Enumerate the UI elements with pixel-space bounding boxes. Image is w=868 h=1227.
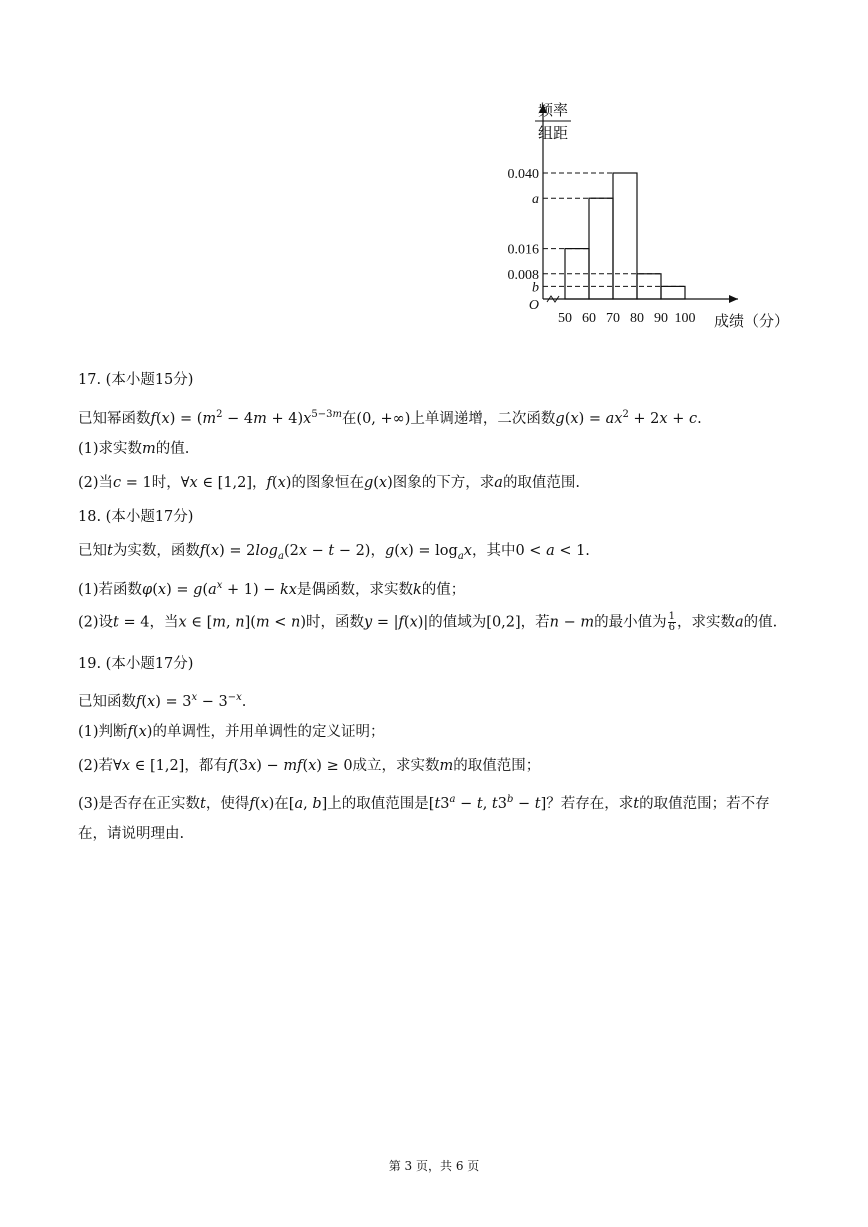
q17-part2: (2)当c = 1时，∀x ∈ [1,2]，f(x)的图象恒在g(x)图象的下方，求a的取值范围. xyxy=(78,475,581,491)
y-axis-label-bottom: 组距 xyxy=(537,126,569,142)
q19-part3: (3)是否存在正实数t，使得f(x)在[a, b]上的取值范围是[$t3^a - t$, $t3^b - t$]？若存在，求t的取值范围；若不存 xyxy=(78,794,770,812)
frequency-histogram xyxy=(480,95,810,340)
x-axis-arrow xyxy=(729,295,738,303)
y-tick-label: 0.008 xyxy=(507,267,539,283)
q17-header: 17. (本小题15分) xyxy=(78,372,194,388)
x-tick-label: 60 xyxy=(582,311,596,326)
y-tick-label: 0.016 xyxy=(507,242,539,258)
q18-part2: (2)设t = 4，当x ∈ [m, n](m < n)时，函数y = |f(x)|的值域为[0,2]，若n − m的最小值为 $\frac{1}{6}$ ，求实数a的值. xyxy=(78,611,778,633)
x-tick-label: 80 xyxy=(630,311,644,326)
q17-stem: 已知幂函数$f(x) = (m^2 - 4m + 4)x^{5-3m}$在(0, +∞)上单调递增，二次函数$g(x) = ax^2 + 2x + c$. xyxy=(78,409,702,427)
y-axis-label-top: 频率 xyxy=(537,103,569,119)
y-tick-label: 0.040 xyxy=(507,167,539,182)
q18-part1: (1)若函数$\varphi(x) = g(a^x + 1)$ − kx是偶函数，求实数k的值； xyxy=(78,580,466,598)
q19-part2: (2)若∀x ∈ [1,2]，都有f(3x) − mf(x) ≥ 0成立，求实数m的取值范围； xyxy=(78,758,541,774)
x-tick-label: 70 xyxy=(606,311,620,326)
q18-stem: 已知t为实数，函数$f(x) = 2\log_a(2x - t - 2)$，$g(x) = \log_ax$，其中0 < a < 1. xyxy=(78,543,590,562)
q19-part3-cont: 在，请说明理由. xyxy=(78,826,185,842)
q18-header: 18. (本小题17分) xyxy=(78,509,194,525)
y-tick-label: b xyxy=(532,280,539,296)
x-tick-label: 50 xyxy=(558,311,572,326)
axis-break-mark xyxy=(547,296,559,302)
histogram-bar xyxy=(661,286,685,299)
histogram-bar xyxy=(589,198,613,299)
q19-stem: 已知函数$f(x) = 3^x - 3^{-x}$. xyxy=(78,692,247,710)
q19-part1: (1)判断f(x)的单调性，并用单调性的定义证明； xyxy=(78,724,385,740)
x-tick-label: 90 xyxy=(654,311,668,326)
origin-label: O xyxy=(528,298,539,313)
q19-header: 19. (本小题17分) xyxy=(78,656,194,672)
q17-part1: (1)求实数m的值. xyxy=(78,441,190,457)
y-tick-label: a xyxy=(532,192,539,208)
histogram-bar xyxy=(613,173,637,299)
x-axis-label: 成绩（分） xyxy=(714,314,790,330)
x-tick-label: 100 xyxy=(674,311,696,326)
page-footer: 第 3 页，共 6 页 xyxy=(388,1159,480,1173)
